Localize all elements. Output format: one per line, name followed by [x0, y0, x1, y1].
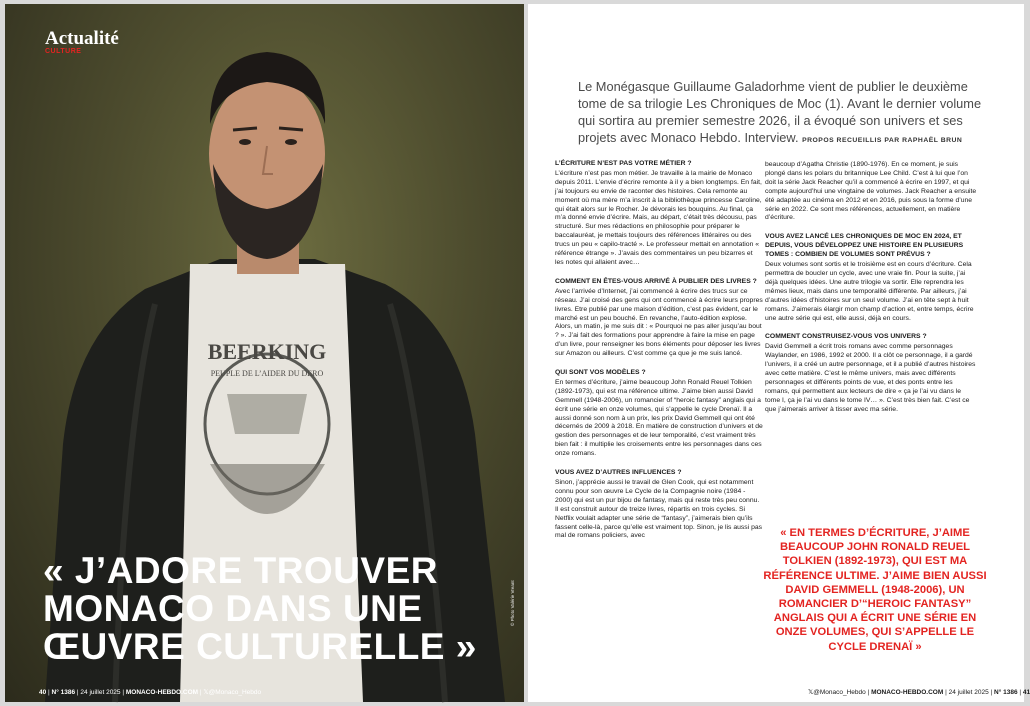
question-heading: COMMENT CONSTRUISEZ-VOUS VOS UNIVERS ?	[765, 333, 927, 341]
shirt-graphic-title: BEERKING	[207, 339, 327, 364]
site-link-right[interactable]: MONACO-HEBDO.COM	[871, 689, 944, 696]
answer-text: En termes d’écriture, j’aime beaucoup John Ronald Reuel Tolkien (1892-1973), qui est ma référence ultime. J’aime bien aussi David Gemmell (1948-2006), un romancier of “heroic fantasy” anglais qui a écrit une série en onze volumes, qui s’appelle le cycle Drenaï. Il a aussi donné son nom à un prix, les prix David Gemmell qui ont été décernés de 2009 à 2018. En matière de construction d’univers et de gestion des personnages et de leur temporalité, c’est vraiment très bien fait : il multiplie les croisements entre les personnages dans ces onze romans.	[555, 378, 763, 458]
section-rubric	[45, 28, 119, 55]
social-handle-right[interactable]: 𝕏@Monaco_Hebdo	[808, 689, 866, 696]
issue-date-left: 24 juillet 2025	[80, 689, 121, 696]
shirt-graphic-subtitle: PEUPLE DE L’AIDER DU DERO	[210, 369, 324, 378]
site-link-left[interactable]: MONACO-HEBDO.COM	[125, 689, 199, 696]
x-icon: 𝕏	[808, 689, 814, 696]
article-intro	[578, 78, 996, 149]
article-column-1	[555, 160, 763, 541]
photo-credit: © Photo Valérie Vreant	[510, 580, 515, 626]
right-page-footer: 𝕏@Monaco_Hebdo | MONACO-HEBDO.COM | 24 juillet 2025 | N° 1386 | 41	[808, 689, 1030, 696]
pull-quote: « EN TERMES D’ÉCRITURE, J’AIME BEAUCOUP JOHN RONALD REUEL TOLKIEN (1892-1973), QUI EST MA RÉFÉRENCE ULTIME. J’AIME BIEN AUSSI DAVID GEMMELL (1948-2006), UN ROMANCIER D’“HEROIC FANTASY” ANGLAIS QUI A ÉCRIT UNE SÉRIE EN ONZE VOLUMES, QUI S’APPELLE LE CYCLE DRENAÏ »	[763, 527, 987, 653]
issue-date-right: 24 juillet 2025	[948, 689, 989, 696]
answer-text: Avec l’arrivée d’Internet, j’ai commencé à écrire des trucs sur ce réseau. J’ai croisé des gens qui ont commencé à écrire leurs propres livres. Etre publié par une maison d’édition, c’est pas évident, car le marché est un peu bouché. En revanche, l’auto-édition explose. Alors, un matin, je me suis dit : « Pourquoi ne pas aller jusqu’au bout ? ». J’ai fait des formations pour apprendre à faire la mise en page d’un livre, pour renseigner les bons éléments pour déposer les livres sur Amazon ou ailleurs. C’est comme ça que je me suis lancé.	[555, 287, 763, 358]
intro-text: Le Monégasque Guillaume Galadorhme vient de publier le deuxième tome de sa trilogie Les Chroniques de Moc (1). Avant le dernier volume qui sortira au premier semestre 2026, il a évoqué son univers et ses projets avec Monaco Hebdo. Interview.	[578, 79, 982, 145]
x-icon: 𝕏	[203, 689, 209, 696]
left-page	[5, 4, 524, 702]
social-handle-left[interactable]: 𝕏@Monaco_Hebdo	[203, 689, 262, 696]
question-heading: VOUS AVEZ LANCÉ LES CHRONIQUES DE MOC EN 2024, ET DEPUIS, VOUS DÉVELOPPEZ UNE HISTOIRE EN PLUSIEURS TOMES : COMBIEN DE VOLUMES SONT PRÉVUS ?	[765, 233, 964, 259]
issue-number-left: N° 1386	[51, 689, 76, 696]
question-heading: QUI SONT VOS MODÈLES ?	[555, 369, 646, 377]
rubric-title: Actualité	[45, 28, 119, 49]
page-number-left: 40	[39, 689, 47, 696]
left-page-footer: 40 | N° 1386 | 24 juillet 2025 | MONACO-HEBDO.COM | 𝕏@Monaco_Hebdo	[39, 689, 262, 696]
answer-text: L’écriture n’est pas mon métier. Je travaille à la mairie de Monaco depuis 2011. L’envie d’écrire remonte à il y a bien longtemps. En fait, j’ai toujours eu envie de raconter des histoires. Cela remonte au moment où ma mère m’a inscrit à la bibliothèque princesse Caroline, qui était alors sur le Rocher. Je dévorais les bouquins. Au final, ça m’a donné envie d’écrire. Mais, au départ, c’était très décousu, pas structuré. Sur mes rédactions en philosophie pour préparer le baccalauréat, je mettais toujours des références littéraires ou des trucs un peu « capilo-tracté ». Le professeur mettait en annotation « référence étrange ». J’avais des commentaires un peu bizarres et les notes qui allaient avec…	[555, 169, 762, 266]
page-number-right: 41	[1022, 689, 1030, 696]
question-heading: COMMENT EN ÊTES-VOUS ARRIVÉ À PUBLIER DES LIVRES ?	[555, 277, 757, 285]
rubric-subtitle: CULTURE	[45, 48, 82, 55]
question-heading: L’ÉCRITURE N’EST PAS VOTRE MÉTIER ?	[555, 160, 692, 167]
article-headline: « J’ADORE TROUVER MONACO DANS UNE ŒUVRE CULTURELLE »	[43, 550, 477, 667]
right-page	[528, 4, 1030, 702]
answer-text: Sinon, j’apprécie aussi le travail de Glen Cook, qui est notamment connu pour son œuvre Le Cycle de la Compagnie noire (1984 - 2000) qui est un pur bijou de fantasy, mais qui reste très peu connu. Il est construit autour de treize livres, répartis en trois cycles. Si Netflix voulait adapter une série de “fantasy”, j’aimerais bien qu’ils fassent celle-là, parce qu’elle est vraiment top. Sinon, je lis aussi pas mal de romans policiers, avec	[555, 479, 763, 540]
issue-number-right: N° 1386	[994, 689, 1018, 696]
question-heading: VOUS AVEZ D’AUTRES INFLUENCES ?	[555, 469, 682, 477]
answer-text: David Gemmell a écrit trois romans avec comme personnages Waylander, en 1986, 1992 et 2000. Il a clôt ce personnage, il a gardé l’univers, il a créé un autre personnage, et il a publié d’autres histoires avec cette matière. C’est le même univers, mais avec différents personnages et différents points de vue, et des ponts entre les romans, qui permettent aux lecteurs de dire « ça je l’ai vu dans le tome I, ça je l’ai vu dans le tome IV… ». C’est très bien fait. C’est ce que j’aimerais arriver à tisser avec ma série.	[765, 343, 976, 413]
answer-text: beaucoup d’Agatha Christie (1890-1976). En ce moment, je suis plongé dans les polars du britannique Lee Child. C’est à lui que l’on doit la série Jack Reacher qu’il a commencé à écrire en 1997, et qui compte aujourd’hui une vingtaine de volumes. Jack Reacher a ensuite été adaptée au cinéma en 2012 et en 2016, puis sous la forme d’une série en 2022. Ce sont mes références, actuellement, en matière d’écriture.	[765, 161, 977, 222]
article-column-2	[765, 160, 978, 415]
answer-text: Deux volumes sont sortis et le troisième est en cours d’écriture. Cela permettra de boucler un cycle, avec une vraie fin. Pour la suite, j’ai déjà quelques idées. Une autre trilogie va sortir. Elle reprendra les mêmes lieux, mais dans une temporalité différente. Par ailleurs, j’ai d’autres idées d’histoires sur un seul volume. J’ai en tête sept à huit romans. J’aimerais élargir mon champ d’action et, entre temps, écrire une autre série qui est, elle aussi, déjà en cours.	[765, 261, 974, 322]
byline: PROPOS RECUEILLIS PAR RAPHAËL BRUN	[802, 137, 963, 144]
